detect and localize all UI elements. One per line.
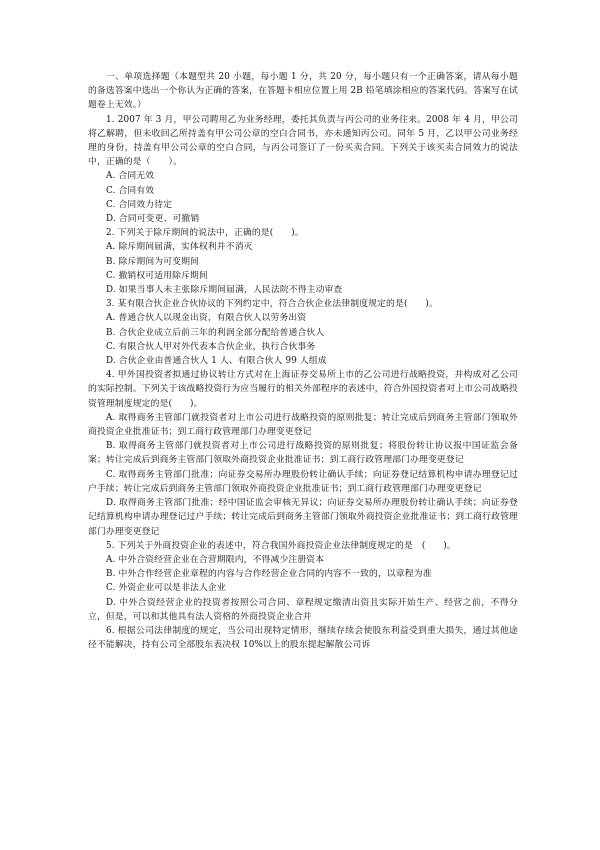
question-3-option-c: C. 有限合伙人甲对外代表本合伙企业，执行合伙事务 [106,341,316,352]
question-4-stem: 4. 甲外国投资者拟通过协议转让方式对在上海证券交易所上市的乙公司进行战略投资，并构成对乙公司的实际控制。下列关于该战略投资行为应当履行的相关外部程序的表述中，符合外国投资者对上市公司战略投资管理制度规定的是( )。 [88,370,518,409]
question-4-option-a: A. 取得商务主管部门就投资者对上市公司进行战略投资的原则批复；转让完成后到商务主管部门领取外商投资企业批准证书；到工商行政管理部门办理变更登记 [88,412,518,438]
question-4-option-b: B. 取得商务主管部门就投资者对上市公司进行战略投资的原则批复；将股份转让协议报中国证监会备案；转让完成后到商务主管部门领取外商投资企业批准证书；到工商行政管理部门办理变更登记 [88,441,518,466]
question-5-option-c: C. 外资企业可以是非法人企业 [106,583,226,594]
question-4-option-d: D. 取得商务主管部门批准；经中国证监会审核无异议；向证券交易所办理股份转让确认手续；向证券登记结算机构申请办理登记过户手续；转让完成后到商务主管部门领取外商投资企业批准证书；到工商行政管理部门办理变更登记 [88,498,518,537]
question-2-option-b: B. 除斥期间为可变期间 [106,256,200,267]
question-2-option-a: A. 除斥期间届满，实体权利并不消灭 [106,242,253,253]
question-3-option-b: B. 合伙企业成立后前三年的利润全部分配给普通合伙人 [106,327,325,338]
section-intro: 一、单项选择题（本题型共 20 小题，每小题 1 分，共 20 分，每小题只有一个正确答案，请从每小题的备选答案中选出一个你认为正确的答案，在答题卡相应位置上用 2B 铅笔填涂相应的答案代码。答案写在试题卷上无效。） [88,72,518,111]
question-1-option-d: D. 合同可变更、可撤销 [106,214,200,225]
question-5-stem: 5. 下列关于外商投资企业的表述中，符合我国外商投资企业法律制度规定的是 ( )。 [106,540,456,551]
question-2-option-d: D. 如果当事人未主张除斥期间届满，人民法院不得主动审查 [106,285,343,296]
question-3-option-a: A. 普通合伙人以现金出资，有限合伙人以劳务出资 [106,313,307,324]
exam-page [88,70,518,652]
question-2-option-c: C. 撤销权可适用除斥期间 [106,270,208,281]
question-5-option-a: A. 中外合资经营企业在合营期限内，不得减少注册资本 [106,554,325,565]
question-4-option-c: C. 取得商务主管部门批准；向证券交易所办理股份转让确认手续；向证券登记结算机构申请办理登记过户手续；转让完成后到商务主管部门领取外商投资企业批准证书；到工商行政管理部门办理变更登记 [88,469,518,494]
question-1-option-b: C. 合同有效 [106,185,155,196]
question-3-stem: 3. 某有限合伙企业合伙协议的下列约定中，符合合伙企业法律制度规定的是( )。 [106,299,438,310]
question-5-option-b: B. 中外合作经营企业章程的内容与合作经营企业合同的内容不一致的，以章程为准 [106,569,432,580]
question-1-option-c: C. 合同效力待定 [106,199,173,210]
question-6-stem: 6. 根据公司法律制度的规定，当公司出现特定情形，继续存续会使股东利益受到重大损失，通过其他途径不能解决，持有公司全部股东表决权 10%以上的股东提起解散公司诉 [88,625,518,651]
question-2-stem: 2. 下列关于除斥期间的说法中，正确的是( )。 [106,228,304,239]
question-5-option-d: D. 中外合资经营企业的投资者按照公司合同、章程规定缴清出资且实际开始生产、经营之前，不得分立，但是，可以和其他具有法人资格的外商投资企业合并 [88,597,518,622]
question-3-option-d: D. 合伙企业由普通合伙人 1 人、有限合伙人 99 人组成 [106,356,327,367]
question-1-stem: 1. 2007 年 3 月，甲公司聘用乙为业务经理，委托其负责与丙公司的业务往来。2008 年 4 月，甲公司将乙解聘，但未收回乙所持盖有甲公司公章的空白合同书，亦未通知丙公司。同年 5 月，乙以甲公司业务经理的身份，持盖有甲公司公章的空白合同，与丙公司签订了一份买卖合同。下列关于该买卖合同效力的说法中，正确的是（ ）。 [88,114,518,168]
question-1-option-a: A. 合同无效 [106,171,155,182]
